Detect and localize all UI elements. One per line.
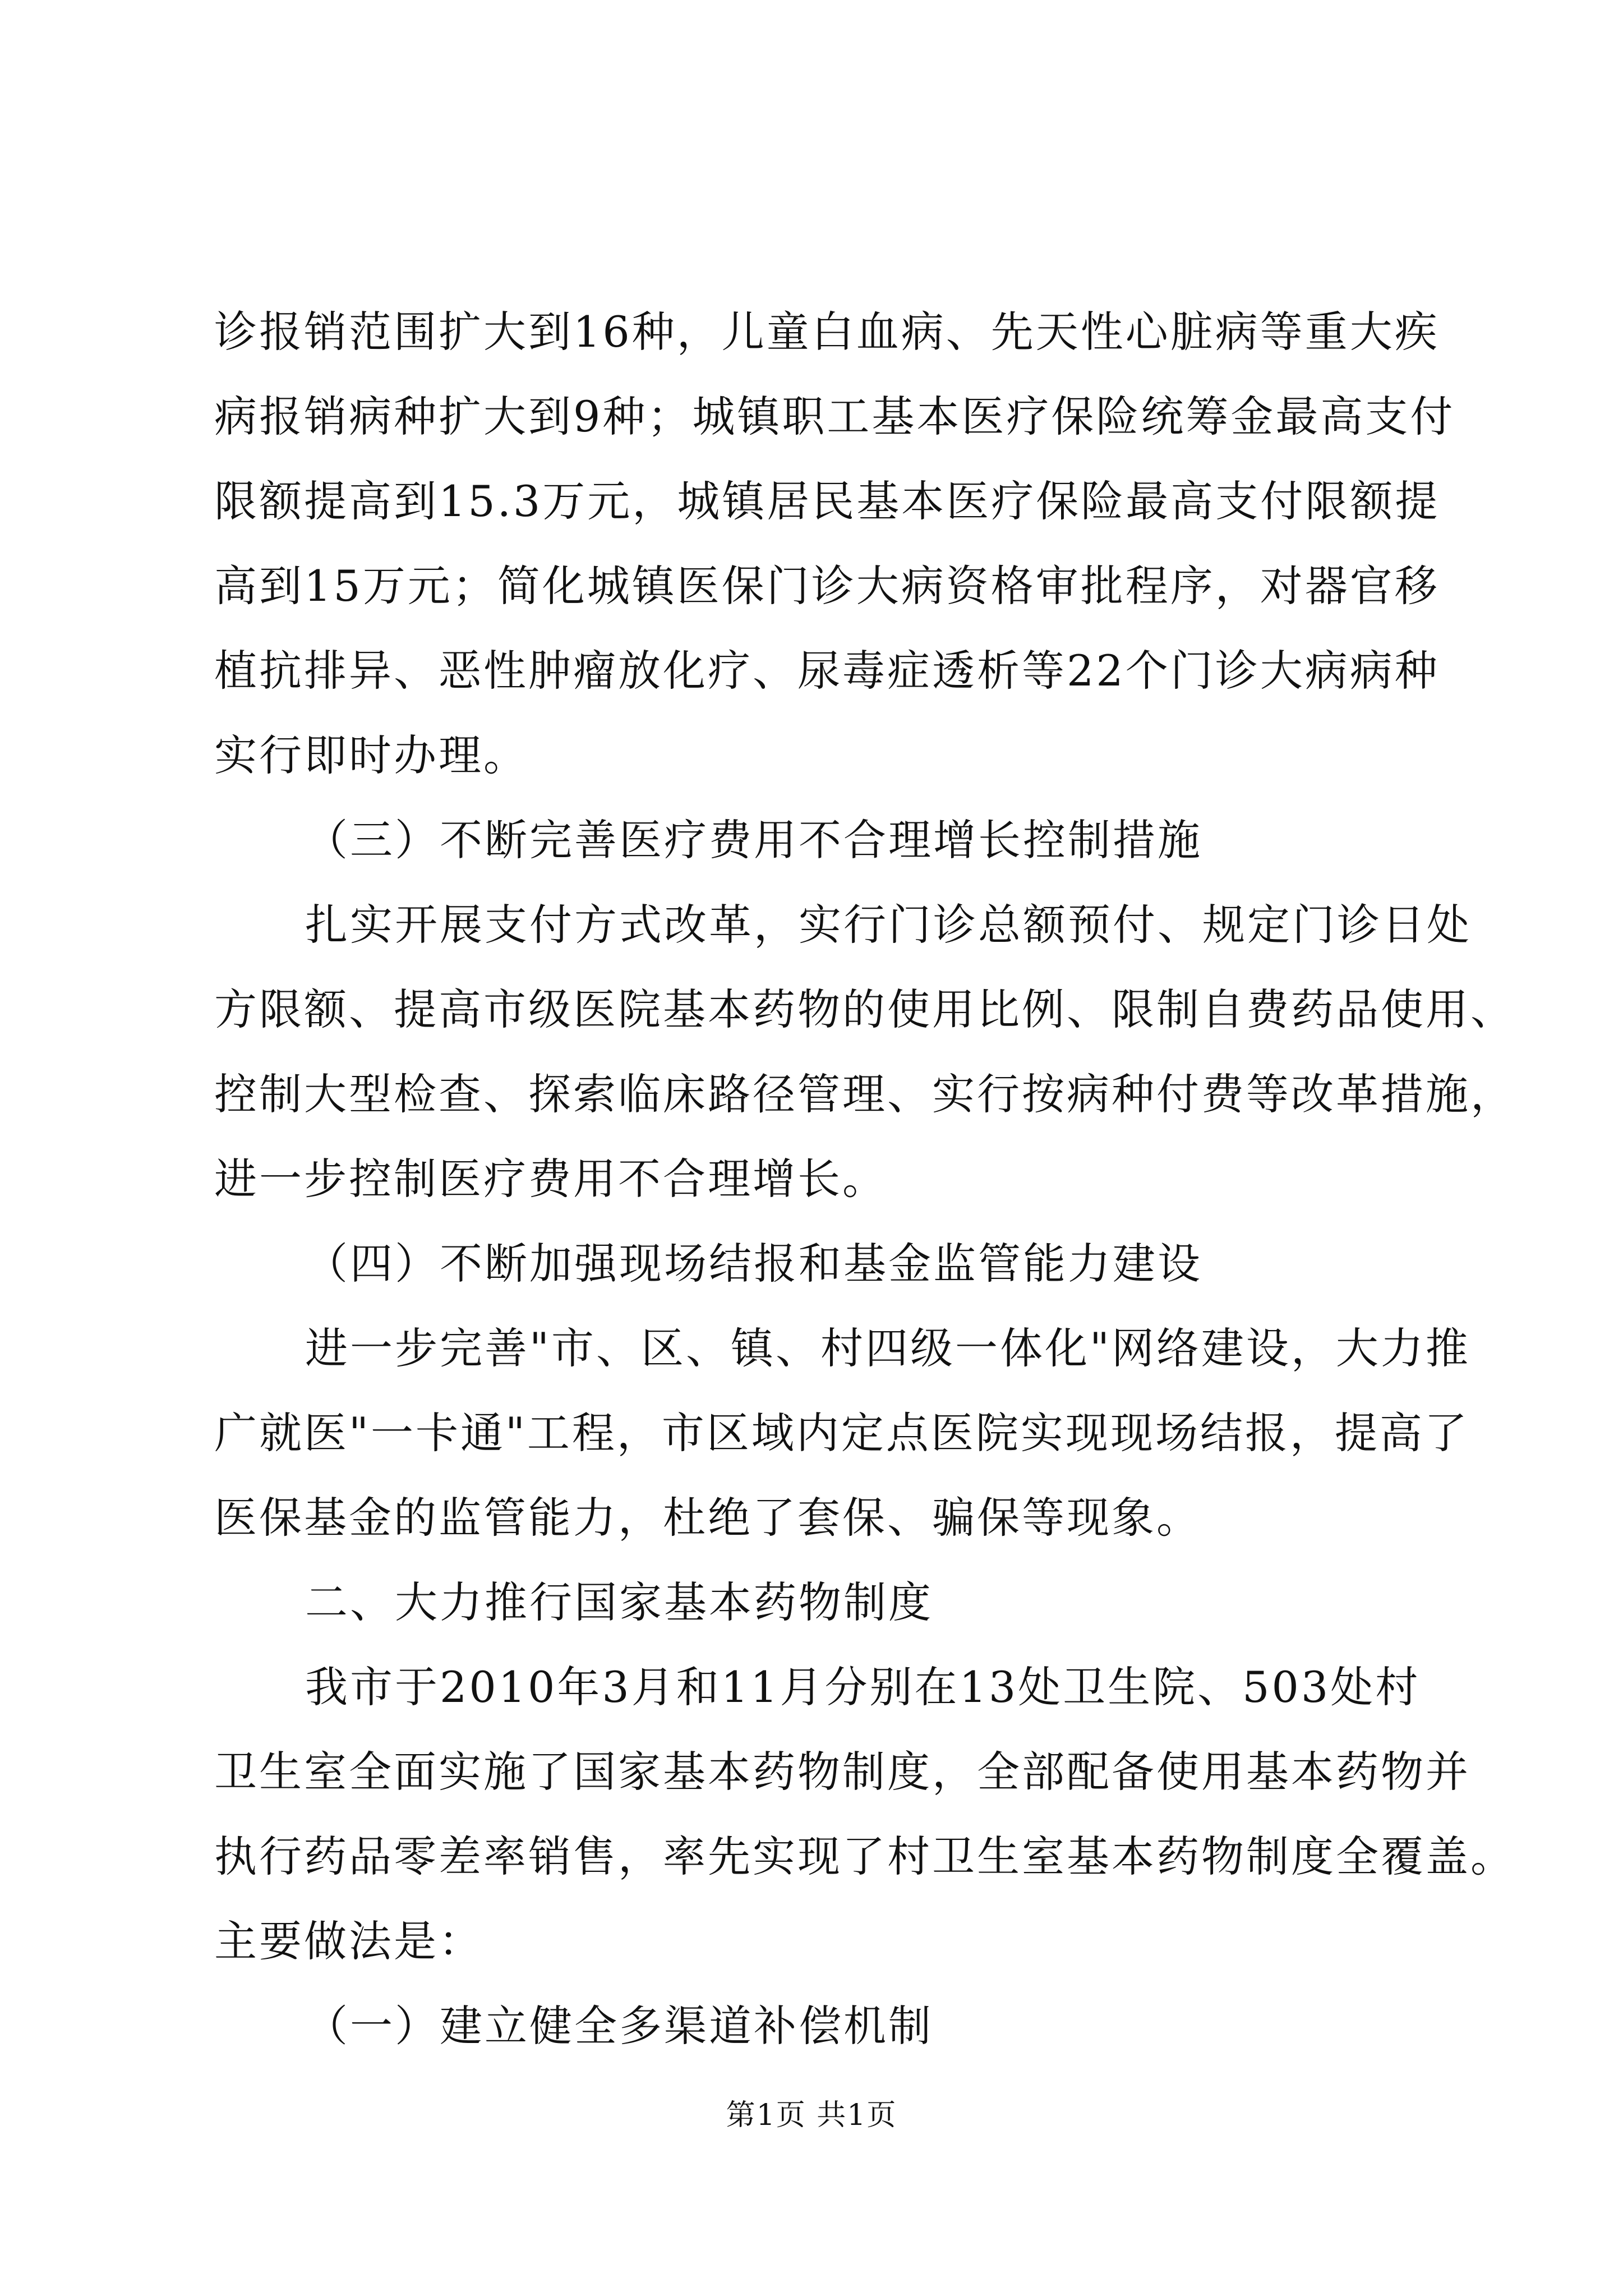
section-heading: （三）不断完善医疗费用不合理增长控制措施	[305, 815, 1202, 865]
text-line: 我市于2010年3月和11月分别在13处卫生院、503处村	[305, 1662, 1421, 1712]
text-line: 卫生室全面实施了国家基本药物制度，全部配备使用基本药物并	[214, 1747, 1470, 1797]
text-line: 诊报销范围扩大到16种，儿童白血病、先天性心脏病等重大疾	[214, 307, 1440, 357]
text-line: 进一步控制医疗费用不合理增长。	[214, 1154, 887, 1204]
page-footer: 第1页 共1页	[726, 2099, 897, 2132]
text-line: 执行药品零差率销售，率先实现了村卫生室基本药物制度全覆盖。	[214, 1832, 1515, 1881]
text-line: 限额提高到15.3万元，城镇居民基本医疗保险最高支付限额提	[214, 476, 1440, 526]
text-line: 医保基金的监管能力，杜绝了套保、骗保等现象。	[214, 1493, 1201, 1543]
text-line: 方限额、提高市级医院基本药物的使用比例、限制自费药品使用、	[214, 984, 1515, 1034]
text-line: 扎实开展支付方式改革，实行门诊总额预付、规定门诊日处	[305, 900, 1472, 950]
section-heading: （一）建立健全多渠道补偿机制	[305, 2001, 933, 2051]
text-line: 植抗排异、恶性肿瘤放化疗、尿毒症透析等22个门诊大病病种	[214, 646, 1440, 696]
text-line: 主要做法是：	[214, 1916, 483, 1966]
text-line: 高到15万元；简化城镇医保门诊大病资格审批程序，对器官移	[214, 561, 1440, 611]
text-line: 进一步完善"市、区、镇、村四级一体化"网络建设，大力推	[305, 1323, 1470, 1373]
section-heading: 二、大力推行国家基本药物制度	[305, 1577, 933, 1627]
text-line: 实行即时办理。	[214, 730, 528, 780]
text-line: 广就医"一卡通"工程，市区域内定点医院实现现场结报，提高了	[214, 1408, 1469, 1458]
text-line: 控制大型检查、探索临床路径管理、实行按病种付费等改革措施，	[214, 1069, 1515, 1119]
section-heading: （四）不断加强现场结报和基金监管能力建设	[305, 1239, 1202, 1289]
text-line: 病报销病种扩大到9种；城镇职工基本医疗保险统筹金最高支付	[214, 392, 1455, 441]
